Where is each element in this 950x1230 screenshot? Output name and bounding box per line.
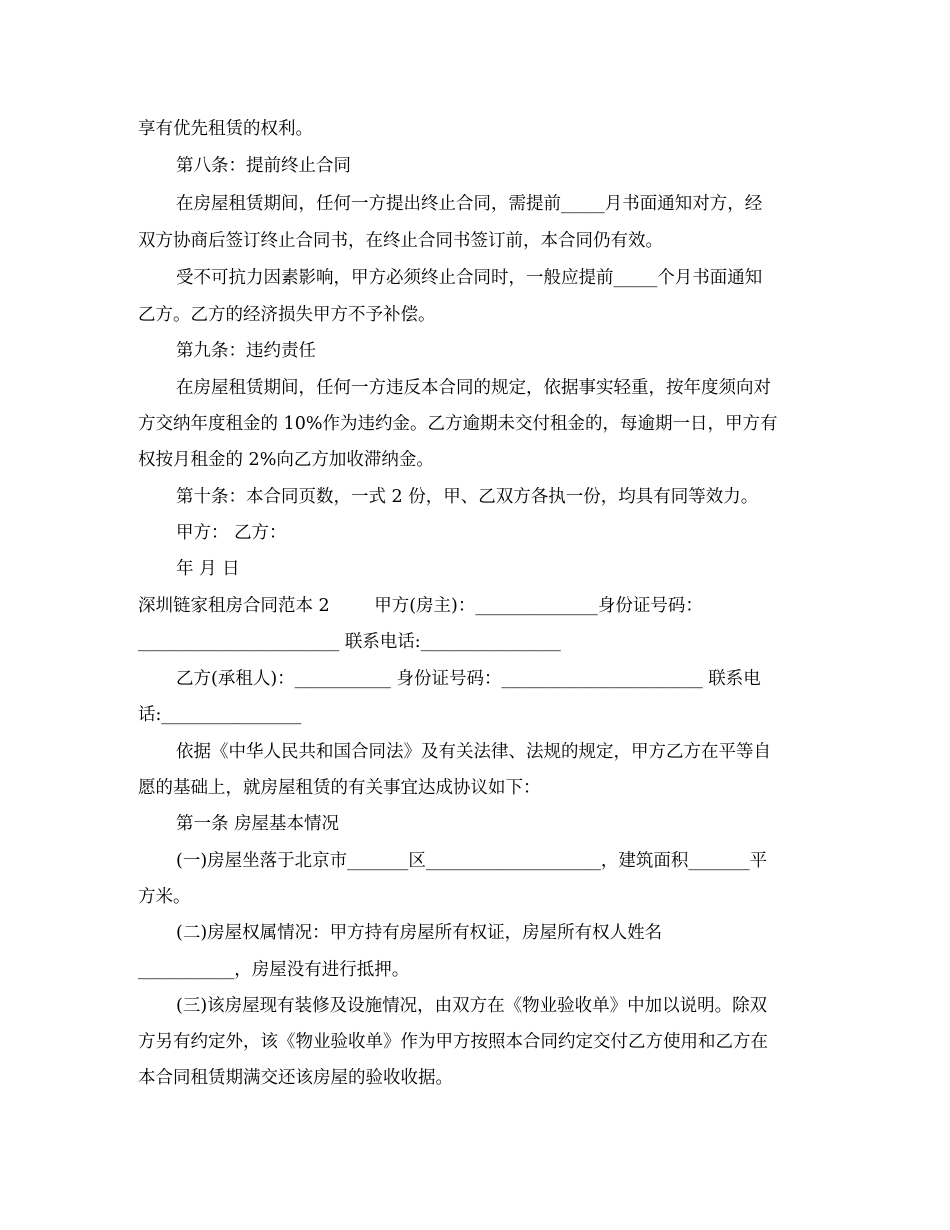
text-line: 方交纳年度租金的 10%作为违约金。乙方逾期未交付租金的，每逾期一日，甲方有 xyxy=(138,414,778,434)
text-line: 享有优先租赁的权利。 xyxy=(138,119,313,139)
text-line: 愿的基础上，就房屋租赁的有关事宜达成协议如下： xyxy=(138,778,541,798)
signature-line: 甲方： 乙方： xyxy=(176,523,287,543)
text-line: 话:________________ xyxy=(138,705,302,725)
text-line: _______________________ 联系电话:________________ xyxy=(138,632,561,652)
text-line: 受不可抗力因素影响，甲方必须终止合同时，一般应提前_____个月书面通知 xyxy=(176,268,763,288)
text-line: 第十条：本合同页数，一式 2 份，甲、乙双方各执一份，均具有同等效力。 xyxy=(176,487,759,507)
text-line: 在房屋租赁期间，任何一方提出终止合同，需提前_____月书面通知对方，经 xyxy=(176,194,763,214)
text-line: 双方协商后签订终止合同书，在终止合同书签订前，本合同仍有效。 xyxy=(138,231,663,251)
text-line: 在房屋租赁期间，任何一方违反本合同的规定，依据事实轻重，按年度须向对 xyxy=(176,378,771,398)
text-line: ___________，房屋没有进行抵押。 xyxy=(138,960,410,980)
text-line: 依据《中华人民共和国合同法》及有关法律、法规的规定，甲方乙方在平等自 xyxy=(176,742,771,762)
text-line: (一)房屋坐落于北京市_______区____________________，建筑面积_______平 xyxy=(176,851,768,871)
section-heading: 第八条：提前终止合同 xyxy=(176,156,351,176)
text-line: 方另有约定外，该《物业验收单》作为甲方按照本合同约定交付乙方使用和乙方在 xyxy=(138,1032,768,1052)
text-line: 方米。 xyxy=(138,887,191,907)
text-line: 权按月租金的 2%向乙方加收滞纳金。 xyxy=(138,450,434,470)
text-line: (二)房屋权属情况：甲方持有房屋所有权证，房屋所有权人姓名 xyxy=(176,923,663,943)
text-line: 本合同租赁期满交还该房屋的验收收据。 xyxy=(138,1068,453,1088)
text-line: (三)该房屋现有装修及设施情况，由双方在《物业验收单》中加以说明。除双 xyxy=(176,996,768,1016)
date-line: 年 月 日 xyxy=(176,559,240,579)
section-heading: 第九条：违约责任 xyxy=(176,341,316,361)
text-line: 乙方。乙方的经济损失甲方不予补偿。 xyxy=(138,305,436,325)
section-heading: 第一条 房屋基本情况 xyxy=(176,814,340,834)
text-line: 乙方(承租人)：___________ 身份证号码：_______________________ 联系电 xyxy=(176,669,761,689)
contract-title-line: 深圳链家租房合同范本 2 甲方(房主)：______________身份证号码： xyxy=(138,596,703,616)
